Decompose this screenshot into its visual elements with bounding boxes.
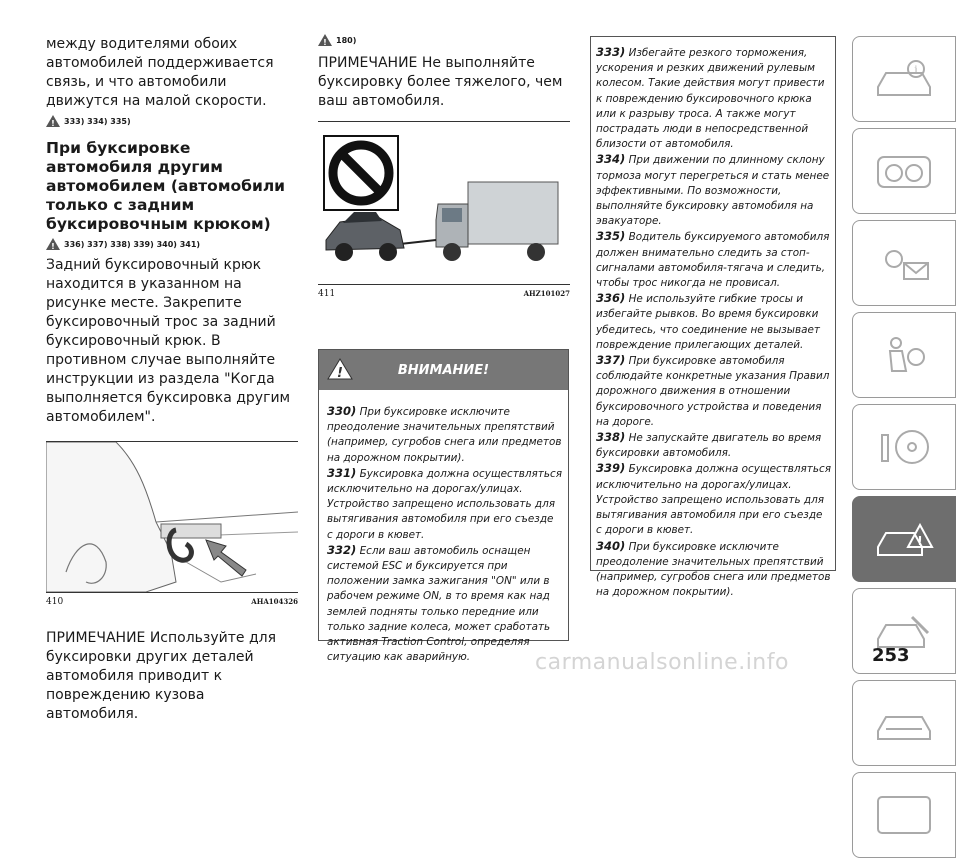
- tab-index[interactable]: [852, 772, 956, 858]
- figure-code: AHZ101027: [523, 289, 570, 298]
- warning-item: [596, 353, 831, 430]
- item-text: При движении по длинному склону тормоза могут перегреться и стать менее эффективными. По возможности, выполняйте буксировку автомобиля на эвакуаторе.: [596, 154, 830, 228]
- item-text: Не запускайте двигатель во время буксировки автомобиля.: [596, 432, 822, 460]
- watermark: carmanualsonline.info: [535, 650, 789, 675]
- warning-item: [596, 461, 831, 538]
- tab-car-info[interactable]: [852, 36, 956, 122]
- warning-item: [596, 539, 831, 601]
- item-number: 333): [596, 45, 626, 59]
- index-icon: [872, 793, 936, 837]
- figure-number: 411: [318, 289, 336, 299]
- refs-text: 180): [336, 35, 357, 45]
- item-number: 340): [596, 538, 626, 553]
- warning-item: [596, 45, 831, 152]
- towing-figure: [318, 122, 570, 284]
- warning-triangle-icon: [327, 358, 353, 380]
- figure-caption: [318, 289, 570, 299]
- svg-text:!: !: [917, 534, 923, 548]
- dashboard-icon: [872, 149, 936, 193]
- item-text: Избегайте резкого торможения, ускорения и резких движений рулевым колесом. Такие действия могут привести к повреждению буксировочного крюка или к разрыву троса. А также могут пострадать люди в непосредственной близости от автомобиля.: [596, 47, 825, 151]
- svg-text:!: !: [337, 366, 343, 380]
- tab-emergency[interactable]: [852, 496, 956, 582]
- refs-text: 333) 334) 335): [64, 116, 131, 126]
- item-number: 332): [327, 542, 357, 557]
- warning-continuation-box: [590, 36, 836, 599]
- warning-body: [319, 390, 568, 669]
- warning-item: [596, 291, 831, 353]
- item-number: 338): [596, 430, 626, 445]
- column-middle: [318, 0, 570, 299]
- figure-code: AHA104326: [251, 597, 298, 606]
- warning-triangle-icon: [46, 115, 60, 127]
- warning-title: ВНИМАНИЕ!: [397, 362, 490, 378]
- item-number: 335): [596, 229, 626, 244]
- svg-text:!: !: [51, 242, 55, 250]
- page-number: 253: [872, 645, 910, 666]
- item-text: При буксировке исключите преодоление значительных препятствий (например, сугробов снега или предметов на дорожном покрытии).: [596, 540, 831, 599]
- tab-steering[interactable]: [852, 404, 956, 490]
- svg-text:!: !: [51, 119, 55, 127]
- warning-item: [327, 404, 562, 466]
- warning-box: [318, 349, 569, 664]
- warning-lights-icon: [872, 241, 936, 285]
- item-text: Не используйте гибкие тросы и избегайте рывков. Во время буксировки убедитесь, что соединение не вызывает повреждение прилегающих деталей.: [596, 293, 820, 351]
- warning-item: [327, 466, 562, 543]
- column-left: [46, 0, 298, 724]
- figure-bottom-rule: [318, 284, 570, 285]
- svg-text:i: i: [914, 65, 918, 76]
- item-text: Буксировка должна осуществляться исключительно на дорогах/улицах. Устройство запрещено использовать для вытягивания автомобиля при его съезде с дороги в кювет.: [327, 467, 562, 541]
- refs-text: 336) 337) 338) 339) 340) 341): [64, 239, 201, 249]
- section-heading: При буксировке автомобиля другим автомобилем (автомобили только с задним буксировочным крюком): [46, 139, 286, 233]
- section-tabs: [852, 36, 960, 864]
- item-number: 337): [596, 353, 626, 368]
- figure-bottom-rule: [46, 592, 298, 593]
- item-text: При буксировке исключите преодоление значительных препятствий (например, сугробов снега или предметов на дорожном покрытии).: [327, 406, 562, 464]
- tow-hook-figure: [46, 442, 298, 592]
- item-text: Если ваш автомобиль оснащен системой ESC и буксируется при положении замка зажигания "ON" или в рабочем режиме ON, в то время как над землей подняты только передние или только задние колеса, может сработать активная Traction Control, определяя ситуацию как аварийную.: [327, 544, 551, 664]
- warning-item: [596, 430, 831, 461]
- warning-triangle-icon: [318, 34, 332, 46]
- body-text: Задний буксировочный крюк находится в указанном на рисунке месте. Закрепите буксировочный трос за задний буксировочный крюк. В противном случае выполняйте инструкции из раздела "Когда выполняется буксировка другим автомобилем".: [46, 257, 291, 425]
- figure-caption: [46, 597, 298, 607]
- warning-header: [319, 350, 568, 390]
- warning-item: [596, 229, 831, 291]
- item-text: При буксировке автомобиля соблюдайте конкретные указания Правил дорожного движения в отношении буксировочного устройства и поведения на дороге.: [596, 355, 830, 428]
- intro-text: между водителями обоих автомобилей поддерживается связь, и что автомобили движутся на малой скорости.: [46, 36, 274, 109]
- item-number: 334): [596, 152, 626, 167]
- warning-refs: [46, 238, 298, 250]
- item-number: 330): [327, 404, 357, 418]
- warning-refs: [46, 115, 298, 127]
- specs-icon: [872, 701, 936, 745]
- item-number: 336): [596, 291, 626, 306]
- note-text: ПРИМЕЧАНИЕ Используйте для буксировки других деталей автомобиля приводит к повреждению кузова автомобиля.: [46, 630, 277, 722]
- item-number: 331): [327, 465, 357, 480]
- tab-airbag[interactable]: [852, 312, 956, 398]
- warning-refs: [318, 34, 570, 46]
- warning-item: [327, 543, 562, 666]
- svg-text:!: !: [323, 38, 327, 46]
- warning-item: [596, 152, 831, 229]
- emergency-icon: [872, 517, 936, 561]
- warning-triangle-icon: [46, 238, 60, 250]
- airbag-icon: [872, 333, 936, 377]
- item-text: Водитель буксируемого автомобиля должен внимательно следить за стоп-сигналами автомобиля-тягача и следить, чтобы трос никогда не провисал.: [596, 231, 830, 290]
- note-text: ПРИМЕЧАНИЕ Не выполняйте буксировку более тяжелого, чем ваш автомобиля.: [318, 55, 563, 109]
- car-info-icon: [872, 57, 936, 101]
- tab-warning-lights[interactable]: [852, 220, 956, 306]
- steering-icon: [872, 425, 936, 469]
- tab-dashboard[interactable]: [852, 128, 956, 214]
- item-number: 339): [596, 461, 626, 476]
- item-text: Буксировка должна осуществляться исключительно на дорогах/улицах. Устройство запрещено использовать для вытягивания автомобиля при его съезде с дороги в кювет.: [596, 463, 831, 537]
- figure-number: 410: [46, 597, 64, 607]
- tab-specs[interactable]: [852, 680, 956, 766]
